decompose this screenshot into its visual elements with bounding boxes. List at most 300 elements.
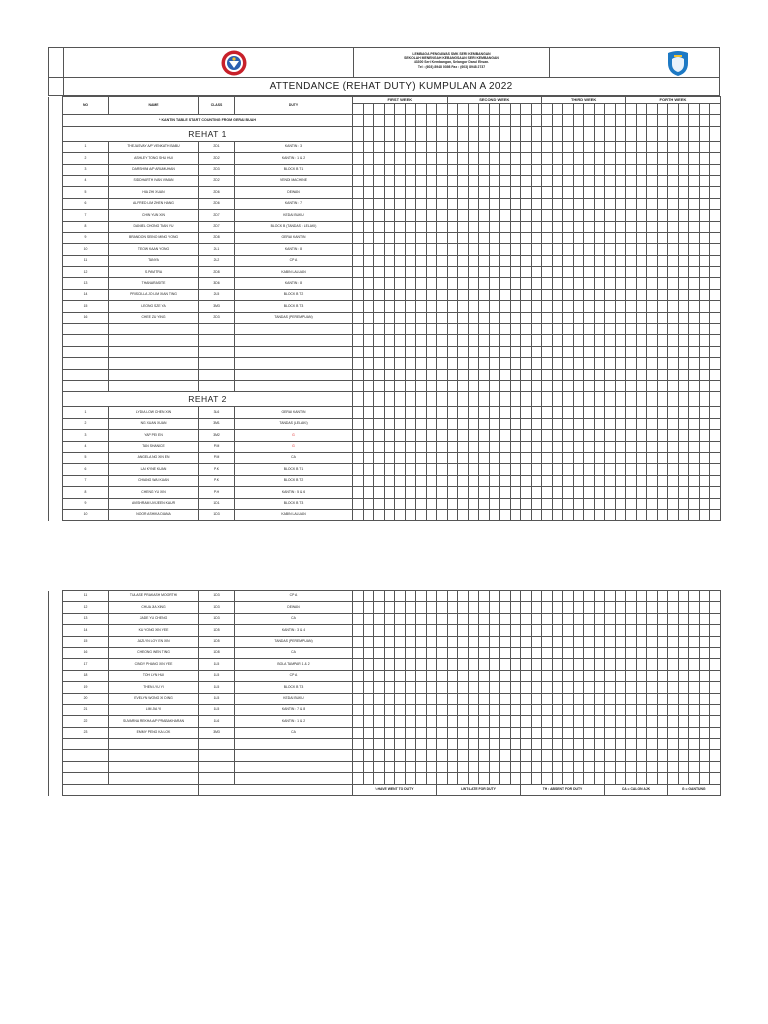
attendance-check-cell[interactable] (615, 210, 626, 221)
attendance-check-cell[interactable] (626, 625, 637, 636)
empty-cell[interactable] (63, 761, 109, 772)
attendance-check-cell[interactable] (458, 358, 469, 369)
attendance-check-cell[interactable] (689, 221, 700, 232)
attendance-check-cell[interactable] (363, 704, 374, 715)
attendance-check-cell[interactable] (542, 498, 553, 509)
attendance-check-cell[interactable] (374, 464, 385, 475)
attendance-check-cell[interactable] (657, 312, 668, 323)
attendance-check-cell[interactable] (531, 418, 542, 429)
attendance-check-cell[interactable] (710, 773, 721, 784)
attendance-check-cell[interactable] (689, 487, 700, 498)
attendance-check-cell[interactable] (510, 346, 521, 357)
attendance-check-cell[interactable] (563, 187, 574, 198)
attendance-check-cell[interactable] (521, 773, 532, 784)
attendance-check-cell[interactable] (426, 430, 437, 441)
attendance-check-cell[interactable] (458, 278, 469, 289)
attendance-check-cell[interactable] (521, 727, 532, 738)
attendance-check-cell[interactable] (584, 682, 595, 693)
attendance-check-cell[interactable] (437, 380, 448, 391)
attendance-check-cell[interactable] (615, 187, 626, 198)
attendance-check-cell[interactable] (374, 407, 385, 418)
attendance-check-cell[interactable] (647, 164, 658, 175)
attendance-check-cell[interactable] (458, 141, 469, 152)
attendance-check-cell[interactable] (573, 278, 584, 289)
attendance-check-cell[interactable] (437, 198, 448, 209)
attendance-check-cell[interactable] (647, 358, 658, 369)
attendance-check-cell[interactable] (689, 464, 700, 475)
attendance-check-cell[interactable] (426, 487, 437, 498)
attendance-check-cell[interactable] (657, 452, 668, 463)
attendance-check-cell[interactable] (363, 369, 374, 380)
attendance-check-cell[interactable] (542, 441, 553, 452)
attendance-check-cell[interactable] (594, 475, 605, 486)
attendance-check-cell[interactable] (647, 464, 658, 475)
attendance-check-cell[interactable] (353, 693, 364, 704)
attendance-check-cell[interactable] (668, 761, 679, 772)
attendance-check-cell[interactable] (489, 441, 500, 452)
attendance-check-cell[interactable] (521, 126, 532, 141)
attendance-check-cell[interactable] (458, 452, 469, 463)
attendance-check-cell[interactable] (563, 441, 574, 452)
attendance-check-cell[interactable] (689, 255, 700, 266)
empty-cell[interactable] (109, 346, 199, 357)
attendance-check-cell[interactable] (563, 704, 574, 715)
attendance-check-cell[interactable] (668, 175, 679, 186)
attendance-check-cell[interactable] (479, 670, 490, 681)
attendance-check-cell[interactable] (531, 175, 542, 186)
attendance-check-cell[interactable] (405, 115, 416, 126)
attendance-check-cell[interactable] (521, 647, 532, 658)
attendance-check-cell[interactable] (710, 625, 721, 636)
attendance-check-cell[interactable] (489, 358, 500, 369)
attendance-check-cell[interactable] (699, 716, 710, 727)
attendance-check-cell[interactable] (405, 716, 416, 727)
attendance-check-cell[interactable] (395, 278, 406, 289)
attendance-check-cell[interactable] (458, 475, 469, 486)
attendance-check-cell[interactable] (678, 175, 689, 186)
attendance-check-cell[interactable] (489, 704, 500, 715)
attendance-check-cell[interactable] (689, 750, 700, 761)
attendance-check-cell[interactable] (573, 198, 584, 209)
attendance-check-cell[interactable] (710, 380, 721, 391)
attendance-check-cell[interactable] (447, 693, 458, 704)
attendance-check-cell[interactable] (426, 301, 437, 312)
attendance-check-cell[interactable] (531, 613, 542, 624)
attendance-check-cell[interactable] (416, 636, 427, 647)
attendance-check-cell[interactable] (605, 198, 616, 209)
attendance-check-cell[interactable] (542, 278, 553, 289)
empty-cell[interactable] (109, 358, 199, 369)
attendance-check-cell[interactable] (594, 636, 605, 647)
attendance-check-cell[interactable] (584, 369, 595, 380)
attendance-check-cell[interactable] (479, 498, 490, 509)
attendance-check-cell[interactable] (510, 210, 521, 221)
attendance-check-cell[interactable] (426, 153, 437, 164)
attendance-check-cell[interactable] (468, 625, 479, 636)
attendance-check-cell[interactable] (500, 369, 511, 380)
attendance-check-cell[interactable] (531, 407, 542, 418)
attendance-check-cell[interactable] (374, 380, 385, 391)
attendance-check-cell[interactable] (447, 750, 458, 761)
attendance-check-cell[interactable] (384, 591, 395, 602)
attendance-check-cell[interactable] (521, 278, 532, 289)
attendance-check-cell[interactable] (594, 591, 605, 602)
attendance-check-cell[interactable] (384, 464, 395, 475)
attendance-check-cell[interactable] (542, 115, 553, 126)
attendance-check-cell[interactable] (552, 126, 563, 141)
attendance-check-cell[interactable] (374, 670, 385, 681)
attendance-check-cell[interactable] (615, 198, 626, 209)
attendance-check-cell[interactable] (678, 187, 689, 198)
attendance-check-cell[interactable] (668, 312, 679, 323)
attendance-check-cell[interactable] (510, 682, 521, 693)
attendance-check-cell[interactable] (584, 141, 595, 152)
attendance-check-cell[interactable] (605, 289, 616, 300)
attendance-check-cell[interactable] (458, 346, 469, 357)
attendance-check-cell[interactable] (353, 636, 364, 647)
attendance-check-cell[interactable] (678, 487, 689, 498)
attendance-check-cell[interactable] (615, 126, 626, 141)
attendance-check-cell[interactable] (699, 346, 710, 357)
attendance-check-cell[interactable] (468, 221, 479, 232)
attendance-check-cell[interactable] (636, 141, 647, 152)
attendance-check-cell[interactable] (647, 324, 658, 335)
attendance-check-cell[interactable] (573, 175, 584, 186)
attendance-check-cell[interactable] (563, 475, 574, 486)
attendance-check-cell[interactable] (668, 221, 679, 232)
attendance-check-cell[interactable] (479, 430, 490, 441)
attendance-check-cell[interactable] (458, 636, 469, 647)
attendance-check-cell[interactable] (573, 716, 584, 727)
attendance-check-cell[interactable] (458, 773, 469, 784)
attendance-check-cell[interactable] (468, 210, 479, 221)
attendance-check-cell[interactable] (636, 750, 647, 761)
attendance-check-cell[interactable] (657, 289, 668, 300)
attendance-check-cell[interactable] (510, 509, 521, 520)
attendance-check-cell[interactable] (521, 115, 532, 126)
empty-cell[interactable] (63, 369, 109, 380)
attendance-check-cell[interactable] (363, 773, 374, 784)
attendance-check-cell[interactable] (552, 430, 563, 441)
attendance-check-cell[interactable] (437, 498, 448, 509)
attendance-check-cell[interactable] (563, 625, 574, 636)
attendance-check-cell[interactable] (405, 761, 416, 772)
attendance-check-cell[interactable] (678, 407, 689, 418)
attendance-check-cell[interactable] (552, 164, 563, 175)
attendance-check-cell[interactable] (353, 346, 364, 357)
attendance-check-cell[interactable] (479, 647, 490, 658)
attendance-check-cell[interactable] (615, 647, 626, 658)
attendance-check-cell[interactable] (363, 255, 374, 266)
attendance-check-cell[interactable] (710, 591, 721, 602)
attendance-check-cell[interactable] (563, 324, 574, 335)
attendance-check-cell[interactable] (563, 498, 574, 509)
attendance-check-cell[interactable] (510, 613, 521, 624)
attendance-check-cell[interactable] (447, 164, 458, 175)
attendance-check-cell[interactable] (374, 324, 385, 335)
attendance-check-cell[interactable] (542, 198, 553, 209)
attendance-check-cell[interactable] (626, 346, 637, 357)
attendance-check-cell[interactable] (594, 761, 605, 772)
attendance-check-cell[interactable] (489, 210, 500, 221)
attendance-check-cell[interactable] (384, 418, 395, 429)
attendance-check-cell[interactable] (542, 187, 553, 198)
attendance-check-cell[interactable] (500, 380, 511, 391)
attendance-check-cell[interactable] (395, 670, 406, 681)
attendance-check-cell[interactable] (573, 312, 584, 323)
attendance-check-cell[interactable] (710, 704, 721, 715)
attendance-check-cell[interactable] (563, 716, 574, 727)
attendance-check-cell[interactable] (710, 210, 721, 221)
attendance-check-cell[interactable] (363, 452, 374, 463)
attendance-check-cell[interactable] (678, 773, 689, 784)
attendance-check-cell[interactable] (447, 670, 458, 681)
attendance-check-cell[interactable] (584, 153, 595, 164)
attendance-check-cell[interactable] (479, 452, 490, 463)
attendance-check-cell[interactable] (689, 289, 700, 300)
attendance-check-cell[interactable] (563, 210, 574, 221)
attendance-check-cell[interactable] (584, 210, 595, 221)
attendance-check-cell[interactable] (699, 682, 710, 693)
attendance-check-cell[interactable] (395, 407, 406, 418)
attendance-check-cell[interactable] (489, 430, 500, 441)
attendance-check-cell[interactable] (678, 602, 689, 613)
attendance-check-cell[interactable] (542, 175, 553, 186)
attendance-check-cell[interactable] (353, 164, 364, 175)
attendance-check-cell[interactable] (573, 301, 584, 312)
attendance-check-cell[interactable] (363, 115, 374, 126)
attendance-check-cell[interactable] (447, 716, 458, 727)
attendance-check-cell[interactable] (353, 739, 364, 750)
attendance-check-cell[interactable] (353, 441, 364, 452)
attendance-check-cell[interactable] (384, 187, 395, 198)
attendance-check-cell[interactable] (416, 773, 427, 784)
attendance-check-cell[interactable] (500, 221, 511, 232)
attendance-check-cell[interactable] (668, 380, 679, 391)
attendance-check-cell[interactable] (468, 289, 479, 300)
attendance-check-cell[interactable] (384, 267, 395, 278)
attendance-check-cell[interactable] (531, 773, 542, 784)
attendance-check-cell[interactable] (657, 369, 668, 380)
attendance-check-cell[interactable] (615, 369, 626, 380)
attendance-check-cell[interactable] (710, 255, 721, 266)
attendance-check-cell[interactable] (489, 115, 500, 126)
attendance-check-cell[interactable] (416, 464, 427, 475)
attendance-check-cell[interactable] (552, 739, 563, 750)
empty-cell[interactable] (235, 358, 353, 369)
attendance-check-cell[interactable] (689, 126, 700, 141)
attendance-check-cell[interactable] (605, 418, 616, 429)
attendance-check-cell[interactable] (521, 232, 532, 243)
attendance-check-cell[interactable] (542, 704, 553, 715)
attendance-check-cell[interactable] (615, 475, 626, 486)
attendance-check-cell[interactable] (510, 773, 521, 784)
attendance-check-cell[interactable] (636, 221, 647, 232)
attendance-check-cell[interactable] (395, 380, 406, 391)
attendance-check-cell[interactable] (510, 126, 521, 141)
attendance-check-cell[interactable] (521, 704, 532, 715)
attendance-check-cell[interactable] (699, 369, 710, 380)
attendance-check-cell[interactable] (668, 126, 679, 141)
attendance-check-cell[interactable] (395, 602, 406, 613)
attendance-check-cell[interactable] (405, 441, 416, 452)
attendance-check-cell[interactable] (615, 335, 626, 346)
attendance-check-cell[interactable] (426, 278, 437, 289)
attendance-check-cell[interactable] (416, 324, 427, 335)
attendance-check-cell[interactable] (647, 647, 658, 658)
attendance-check-cell[interactable] (657, 704, 668, 715)
attendance-check-cell[interactable] (510, 441, 521, 452)
attendance-check-cell[interactable] (468, 407, 479, 418)
attendance-check-cell[interactable] (395, 716, 406, 727)
attendance-check-cell[interactable] (353, 647, 364, 658)
attendance-check-cell[interactable] (668, 602, 679, 613)
attendance-check-cell[interactable] (447, 392, 458, 407)
attendance-check-cell[interactable] (668, 498, 679, 509)
attendance-check-cell[interactable] (594, 198, 605, 209)
attendance-check-cell[interactable] (657, 392, 668, 407)
attendance-check-cell[interactable] (699, 255, 710, 266)
attendance-check-cell[interactable] (699, 392, 710, 407)
attendance-check-cell[interactable] (605, 335, 616, 346)
attendance-check-cell[interactable] (353, 430, 364, 441)
attendance-check-cell[interactable] (678, 739, 689, 750)
attendance-check-cell[interactable] (584, 452, 595, 463)
attendance-check-cell[interactable] (531, 267, 542, 278)
attendance-check-cell[interactable] (374, 418, 385, 429)
attendance-check-cell[interactable] (710, 716, 721, 727)
attendance-check-cell[interactable] (615, 115, 626, 126)
attendance-check-cell[interactable] (563, 602, 574, 613)
attendance-check-cell[interactable] (615, 739, 626, 750)
attendance-check-cell[interactable] (395, 301, 406, 312)
attendance-check-cell[interactable] (594, 335, 605, 346)
attendance-check-cell[interactable] (584, 335, 595, 346)
attendance-check-cell[interactable] (689, 704, 700, 715)
attendance-check-cell[interactable] (353, 115, 364, 126)
attendance-check-cell[interactable] (458, 602, 469, 613)
attendance-check-cell[interactable] (437, 773, 448, 784)
attendance-check-cell[interactable] (531, 210, 542, 221)
attendance-check-cell[interactable] (689, 430, 700, 441)
attendance-check-cell[interactable] (615, 153, 626, 164)
empty-cell[interactable] (109, 750, 199, 761)
attendance-check-cell[interactable] (416, 761, 427, 772)
attendance-check-cell[interactable] (594, 255, 605, 266)
attendance-check-cell[interactable] (447, 244, 458, 255)
attendance-check-cell[interactable] (405, 682, 416, 693)
attendance-check-cell[interactable] (636, 164, 647, 175)
attendance-check-cell[interactable] (531, 244, 542, 255)
attendance-check-cell[interactable] (468, 267, 479, 278)
attendance-check-cell[interactable] (479, 141, 490, 152)
attendance-check-cell[interactable] (657, 418, 668, 429)
attendance-check-cell[interactable] (521, 487, 532, 498)
attendance-check-cell[interactable] (521, 591, 532, 602)
attendance-check-cell[interactable] (458, 380, 469, 391)
attendance-check-cell[interactable] (626, 335, 637, 346)
attendance-check-cell[interactable] (416, 210, 427, 221)
attendance-check-cell[interactable] (437, 187, 448, 198)
attendance-check-cell[interactable] (468, 475, 479, 486)
attendance-check-cell[interactable] (573, 232, 584, 243)
attendance-check-cell[interactable] (395, 773, 406, 784)
attendance-check-cell[interactable] (668, 682, 679, 693)
attendance-check-cell[interactable] (689, 312, 700, 323)
attendance-check-cell[interactable] (531, 636, 542, 647)
attendance-check-cell[interactable] (605, 475, 616, 486)
attendance-check-cell[interactable] (699, 187, 710, 198)
attendance-check-cell[interactable] (405, 693, 416, 704)
attendance-check-cell[interactable] (374, 704, 385, 715)
attendance-check-cell[interactable] (395, 335, 406, 346)
attendance-check-cell[interactable] (542, 232, 553, 243)
attendance-check-cell[interactable] (594, 267, 605, 278)
attendance-check-cell[interactable] (626, 464, 637, 475)
attendance-check-cell[interactable] (479, 369, 490, 380)
attendance-check-cell[interactable] (384, 602, 395, 613)
attendance-check-cell[interactable] (563, 418, 574, 429)
attendance-check-cell[interactable] (699, 591, 710, 602)
attendance-check-cell[interactable] (489, 739, 500, 750)
attendance-check-cell[interactable] (426, 670, 437, 681)
attendance-check-cell[interactable] (468, 727, 479, 738)
attendance-check-cell[interactable] (489, 324, 500, 335)
attendance-check-cell[interactable] (384, 441, 395, 452)
attendance-check-cell[interactable] (479, 244, 490, 255)
attendance-check-cell[interactable] (605, 392, 616, 407)
attendance-check-cell[interactable] (468, 761, 479, 772)
attendance-check-cell[interactable] (395, 115, 406, 126)
attendance-check-cell[interactable] (405, 704, 416, 715)
attendance-check-cell[interactable] (552, 187, 563, 198)
attendance-check-cell[interactable] (531, 727, 542, 738)
attendance-check-cell[interactable] (374, 659, 385, 670)
attendance-check-cell[interactable] (657, 625, 668, 636)
attendance-check-cell[interactable] (479, 602, 490, 613)
attendance-check-cell[interactable] (384, 346, 395, 357)
attendance-check-cell[interactable] (668, 267, 679, 278)
attendance-check-cell[interactable] (363, 647, 374, 658)
attendance-check-cell[interactable] (552, 773, 563, 784)
attendance-check-cell[interactable] (542, 407, 553, 418)
attendance-check-cell[interactable] (416, 498, 427, 509)
attendance-check-cell[interactable] (584, 613, 595, 624)
attendance-check-cell[interactable] (678, 324, 689, 335)
attendance-check-cell[interactable] (437, 452, 448, 463)
empty-cell[interactable] (199, 335, 235, 346)
attendance-check-cell[interactable] (395, 739, 406, 750)
attendance-check-cell[interactable] (510, 418, 521, 429)
attendance-check-cell[interactable] (678, 221, 689, 232)
attendance-check-cell[interactable] (458, 289, 469, 300)
attendance-check-cell[interactable] (615, 682, 626, 693)
attendance-check-cell[interactable] (405, 625, 416, 636)
attendance-check-cell[interactable] (626, 210, 637, 221)
attendance-check-cell[interactable] (668, 591, 679, 602)
attendance-check-cell[interactable] (405, 324, 416, 335)
attendance-check-cell[interactable] (657, 232, 668, 243)
attendance-check-cell[interactable] (668, 625, 679, 636)
attendance-check-cell[interactable] (479, 761, 490, 772)
attendance-check-cell[interactable] (521, 164, 532, 175)
attendance-check-cell[interactable] (479, 346, 490, 357)
attendance-check-cell[interactable] (647, 289, 658, 300)
attendance-check-cell[interactable] (510, 187, 521, 198)
attendance-check-cell[interactable] (657, 475, 668, 486)
empty-cell[interactable] (235, 346, 353, 357)
attendance-check-cell[interactable] (468, 187, 479, 198)
